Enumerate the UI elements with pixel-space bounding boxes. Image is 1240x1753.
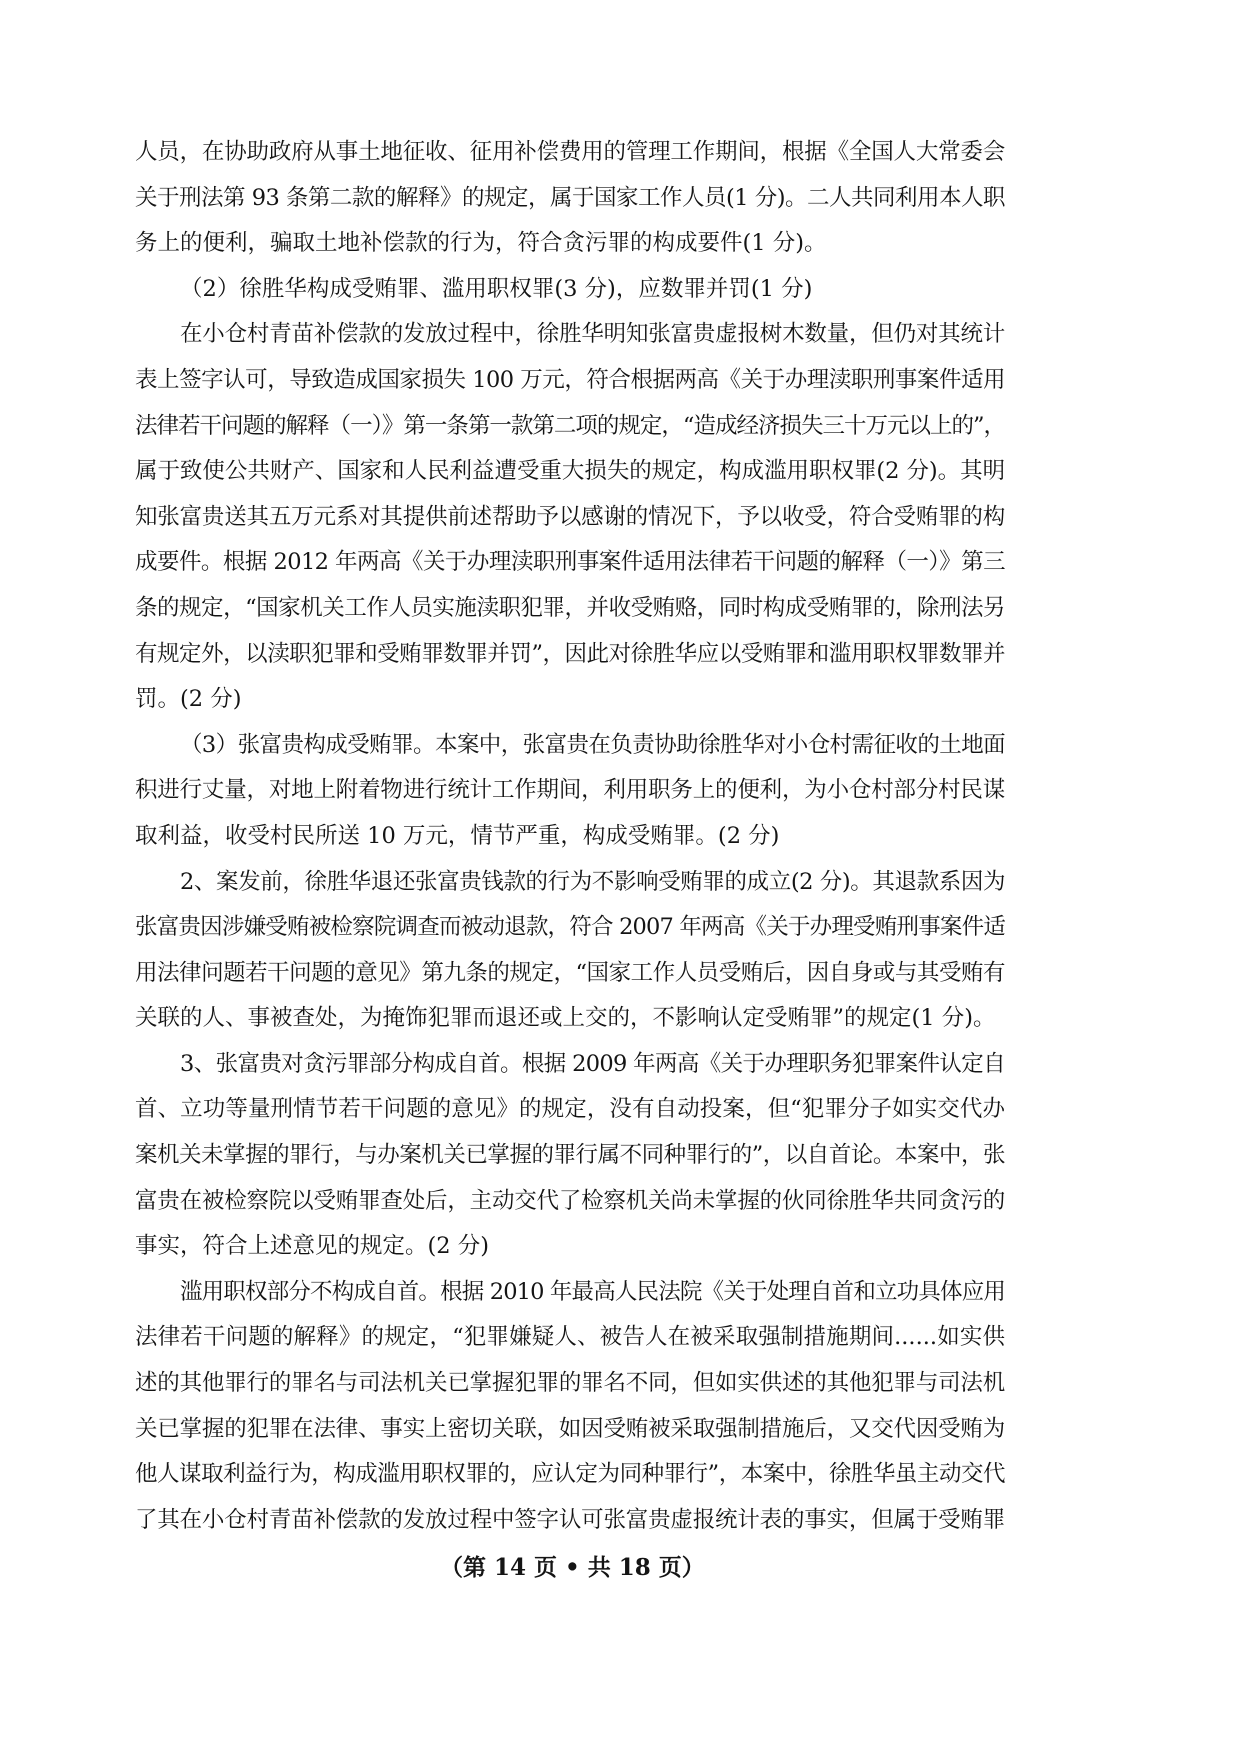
- text-line: 人员，在协助政府从事土地征收、征用补偿费用的管理工作期间，根据《全国人大常委会: [135, 139, 1005, 165]
- text-line: 富贵在被检察院以受贿罪查处后，主动交代了检察机关尚未掌握的伙同徐胜华共同贪污的: [135, 1187, 1005, 1214]
- text-line: 表上签字认可，导致造成国家损失 100 万元，符合根据两高《关于办理渎职刑事案件适用: [135, 366, 1005, 393]
- text-line: 滥用职权部分不构成自首。根据 2010 年最高人民法院《关于处理自首和立功具体应用: [180, 1278, 1005, 1305]
- text-line: 述的其他罪行的罪名与司法机关已掌握犯罪的罪名不同，但如实供述的其他犯罪与司法机: [135, 1370, 1005, 1397]
- text-line: 法律若干问题的解释（一）》第一条第一款第二项的规定，“造成经济损失三十万元以上的”，: [135, 412, 1005, 439]
- paragraph: [135, 130, 1005, 267]
- text-line: 罚。(2 分): [135, 686, 242, 713]
- text-line: 取利益，收受村民所送 10 万元，情节严重，构成受贿罪。(2 分): [135, 822, 780, 849]
- text-line: （3）张富贵构成受贿罪。本案中，张富贵在负责协助徐胜华对小仓村需征收的土地面: [180, 731, 1005, 758]
- text-line: 用法律问题若干问题的意见》第九条的规定，“国家工作人员受贿后，因自身或与其受贿有: [135, 959, 1005, 986]
- text-line: 关已掌握的犯罪在法律、事实上密切关联，如因受贿被采取强制措施后，又交代因受贿为: [135, 1415, 1005, 1442]
- paragraph: [135, 1270, 1005, 1544]
- text-line: 积进行丈量，对地上附着物进行统计工作期间，利用职务上的便利，为小仓村部分村民谋: [135, 777, 1005, 804]
- text-line: 首、立功等量刑情节若干问题的意见》的规定，没有自动投案，但“犯罪分子如实交代办: [135, 1096, 1005, 1123]
- text-line: 条的规定，“国家机关工作人员实施渎职犯罪，并收受贿赂，同时构成受贿罪的，除刑法另: [135, 594, 1005, 621]
- text-line: 在小仓村青苗补偿款的发放过程中，徐胜华明知张富贵虚报树木数量，但仍对其统计: [180, 321, 1005, 348]
- paragraph: [135, 723, 1005, 860]
- text-line: 知张富贵送其五万元系对其提供前述帮助予以感谢的情况下，予以收受，符合受贿罪的构: [135, 503, 1005, 530]
- paragraph: [135, 1042, 1005, 1270]
- text-line: 2、案发前，徐胜华退还张富贵钱款的行为不影响受贿罪的成立(2 分)。其退款系因为: [180, 868, 1005, 895]
- text-line: 案机关未掌握的罪行，与办案机关已掌握的罪行属不同种罪行的”，以自首论。本案中，张: [135, 1142, 1005, 1169]
- text-line: 事实，符合上述意见的规定。(2 分): [135, 1233, 490, 1260]
- text-line: 法律若干问题的解释》的规定，“犯罪嫌疑人、被告人在被采取强制措施期间......如实供: [135, 1324, 1005, 1351]
- text-line: 有规定外，以渎职犯罪和受贿罪数罪并罚”，因此对徐胜华应以受贿罪和滥用职权罪数罪并: [135, 640, 1005, 667]
- text-line: （2）徐胜华构成受贿罪、滥用职权罪(3 分)，应数罪并罚(1 分): [180, 275, 813, 302]
- paragraph: [135, 267, 1005, 313]
- page-footer: （第 14 页 • 共 18 页）: [440, 1554, 705, 1581]
- text-line: 张富贵因涉嫌受贿被检察院调查而被动退款，符合 2007 年两高《关于办理受贿刑事案件适: [135, 914, 1005, 941]
- text-block: [135, 130, 1005, 1543]
- text-line: 关联的人、事被查处，为掩饰犯罪而退还或上交的，不影响认定受贿罪”的规定(1 分)。: [135, 1005, 996, 1032]
- text-line: 务上的便利，骗取土地补偿款的行为，符合贪污罪的构成要件(1 分)。: [135, 230, 827, 257]
- text-line: 关于刑法第 93 条第二款的解释》的规定，属于国家工作人员(1 分)。二人共同利用本人职: [135, 184, 1005, 211]
- text-line: 了其在小仓村青苗补偿款的发放过程中签字认可张富贵虚报统计表的事实，但属于受贿罪: [135, 1506, 1005, 1533]
- text-line: 3、张富贵对贪污罪部分构成自首。根据 2009 年两高《关于办理职务犯罪案件认定自: [180, 1050, 1005, 1077]
- paragraph: [135, 312, 1005, 722]
- paragraph: [135, 860, 1005, 1042]
- text-line: 属于致使公共财产、国家和人民利益遭受重大损失的规定，构成滥用职权罪(2 分)。其明: [135, 458, 1005, 485]
- text-line: 他人谋取利益行为，构成滥用职权罪的，应认定为同种罪行”，本案中，徐胜华虽主动交代: [135, 1461, 1005, 1488]
- text-line: 成要件。根据 2012 年两高《关于办理渎职刑事案件适用法律若干问题的解释（一）》第三: [135, 549, 1005, 576]
